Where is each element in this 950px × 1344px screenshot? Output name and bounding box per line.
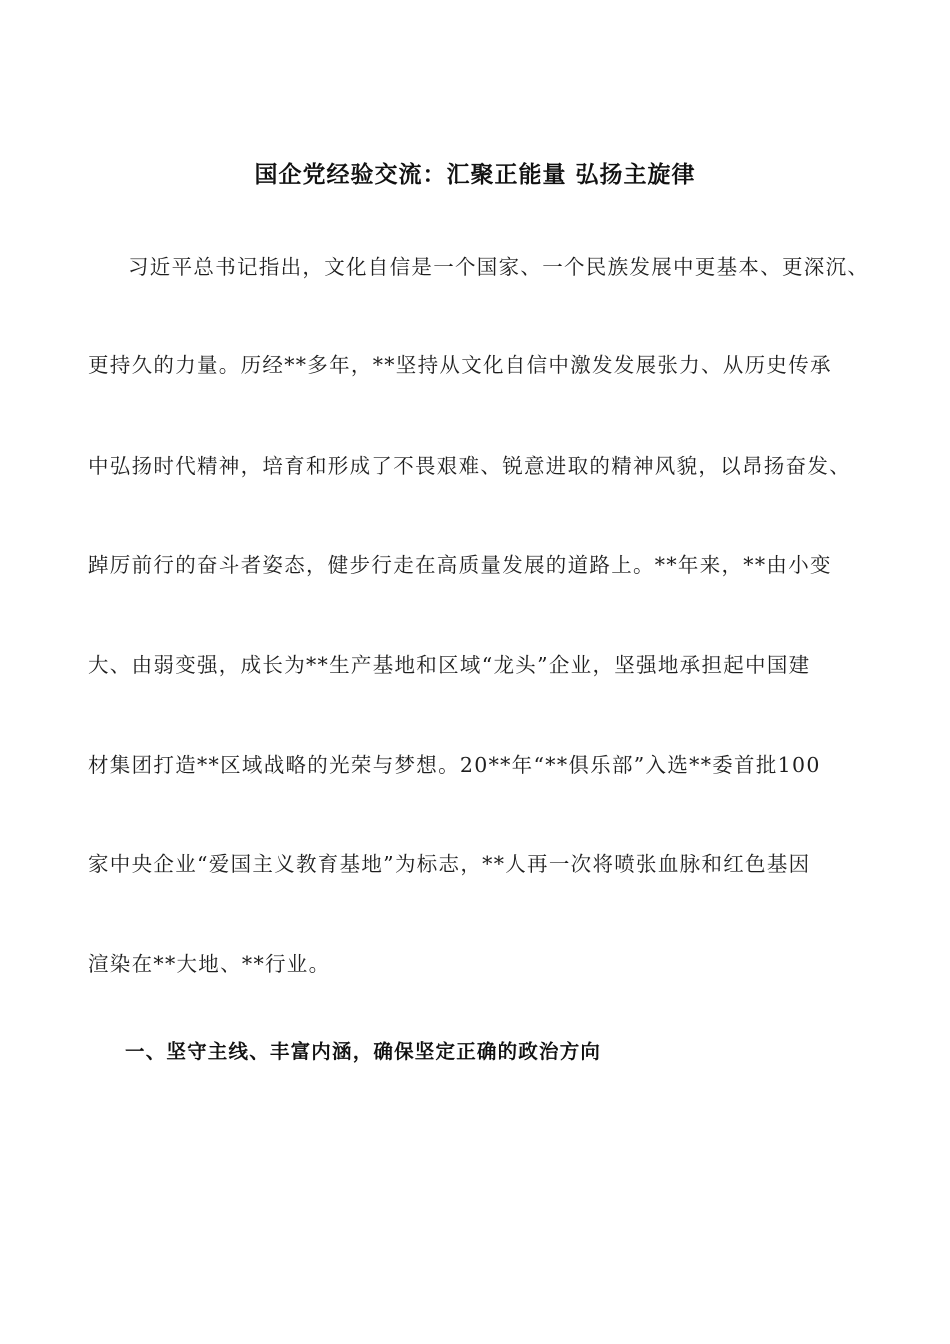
paragraph-line-1: 习近平总书记指出，文化自信是一个国家、一个民族发展中更基本、更深沉、 — [128, 255, 870, 279]
paragraph-line-3: 中弘扬时代精神，培育和形成了不畏艰难、锐意进取的精神风貌，以昂扬奋发、 — [88, 454, 851, 478]
paragraph-line-5: 大、由弱变强，成长为**生产基地和区域“龙头”企业，坚强地承担起中国建 — [88, 653, 811, 677]
paragraph-line-2: 更持久的力量。历经**多年，**坚持从文化自信中激发发展张力、从历史传承 — [88, 353, 832, 377]
paragraph-line-4: 踔厉前行的奋斗者姿态，健步行走在高质量发展的道路上。**年来，**由小变 — [88, 553, 832, 577]
document-title: 国企党经验交流：汇聚正能量 弘扬主旋律 — [254, 162, 696, 188]
paragraph-line-8: 渲染在**大地、**行业。 — [88, 952, 331, 976]
paragraph-line-6: 材集团打造**区域战略的光荣与梦想。20**年“**俱乐部”入选**委首批100 — [88, 753, 821, 777]
section-heading: 一、坚守主线、丰富内涵，确保坚定正确的政治方向 — [125, 1040, 602, 1063]
paragraph-line-7: 家中央企业“爱国主义教育基地”为标志，**人再一次将喷张血脉和红色基因 — [88, 852, 811, 876]
